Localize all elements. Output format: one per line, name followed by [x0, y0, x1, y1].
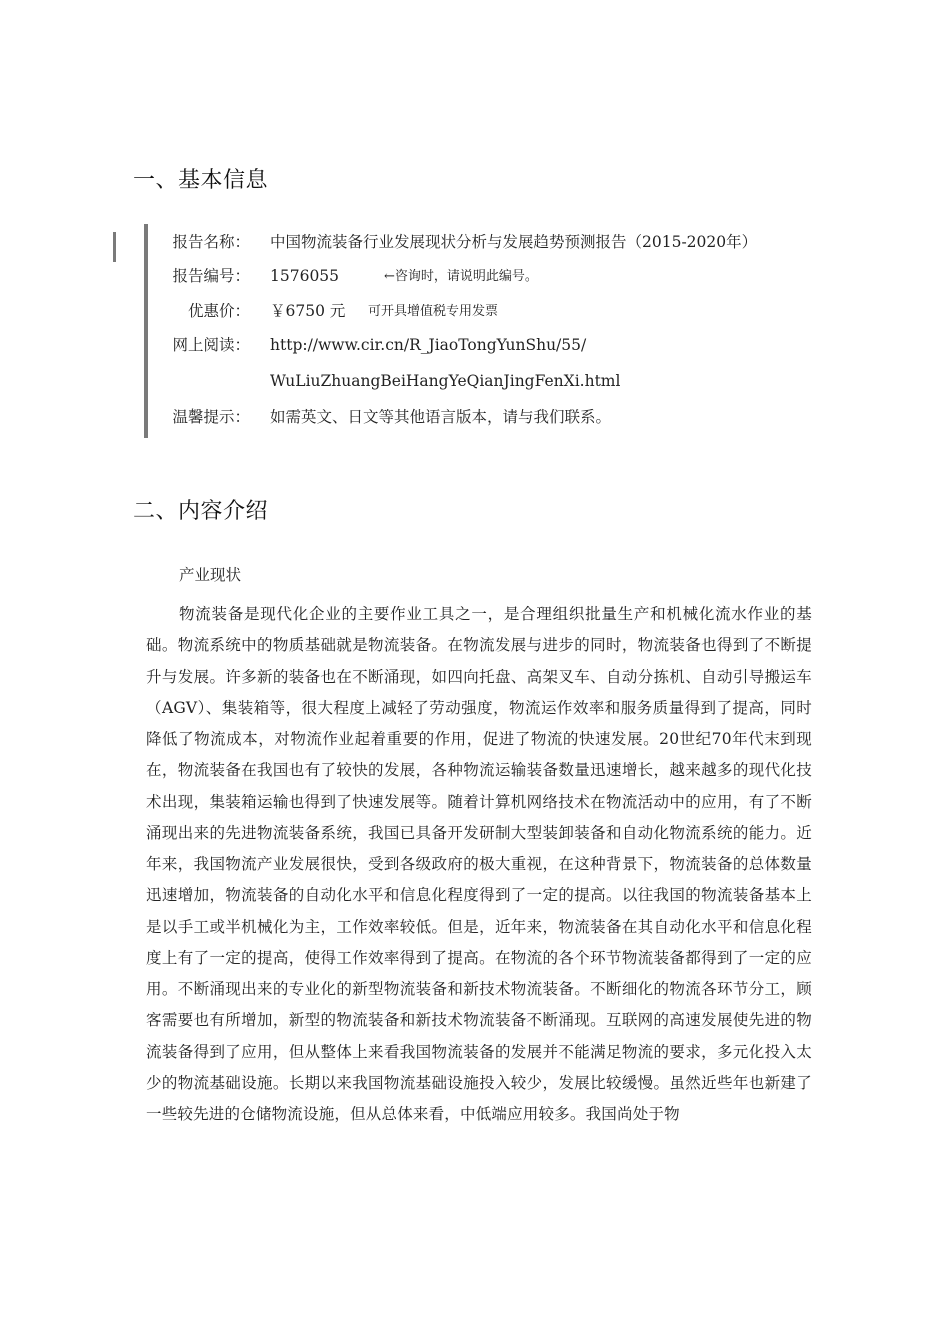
report-number-label: 报告编号：: [172, 267, 250, 285]
price-label: 优惠价：: [187, 302, 250, 320]
tip-value: 如需英文、日文等其他语言版本，请与我们联系。: [270, 408, 612, 426]
section-content-intro-title: 二、内容介绍: [133, 499, 269, 524]
invoice-note: 可开具增值税专用发票: [368, 304, 499, 319]
report-number-value: 1576055: [270, 267, 340, 285]
section-basic-info-title: 一、基本信息: [133, 168, 269, 193]
report-name-label: 报告名称：: [172, 233, 250, 251]
subheading-industry-status: 产业现状: [179, 566, 242, 584]
price-value: ￥6750 元: [270, 302, 346, 320]
body-paragraph: 物流装备是现代化企业的主要作业工具之一，是合理组织批量生产和机械化流水作业的基础。物流系统中的物质基础就是物流装备。在物流发展与进步的同时，物流装备也得到了不断提升与发展。许多新的装备也在不断涌现，如四向托盘、高架叉车、自动分拣机、自动引导搬运车（AGV）、集装箱等，很大程度上减轻了劳动强度，物流运作效率和服务质量得到了提高，同时降低了物流成本，对物流作业起着重要的作用，促进了物流的快速发展。20世纪70年代末到现在，物流装备在我国也有了较快的发展，各种物流运输装备数量迅速增长，越来越多的现代化技术出现，集装箱运输也得到了快速发展等。随着计算机网络技术在物流活动中的应用，有了不断涌现出来的先进物流装备系统，我国已具备开发研制大型装卸装备和自动化物流系统的能力。近年来，我国物流产业发展很快，受到各级政府的极大重视，在这种背景下，物流装备的总体数量迅速增加，物流装备的自动化水平和信息化程度得到了一定的提高。以往我国的物流装备基本上是以手工或半机械化为主，工作效率较低。但是，近年来，物流装备在其自动化水平和信息化程度上有了一定的提高，使得工作效率得到了提高。在物流的各个环节物流装备都得到了一定的应用。不断涌现出来的专业化的新型物流装备和新技术物流装备。不断细化的物流各环节分工，顾客需要也有所增加，新型的物流装备和新技术物流装备不断涌现。互联网的高速发展使先进的物流装备得到了应用，但从整体上来看我国物流装备的发展并不能满足物流的要求，多元化投入太少的物流基础设施。长期以来我国物流基础设施投入较少，发展比较缓慢。虽然近些年也新建了一些较先进的仓储物流设施，但从总体来看，中低端应用较多。我国尚处于物: [146, 605, 812, 1123]
online-url-line1[interactable]: http://www.cir.cn/R_JiaoTongYunShu/55/: [270, 336, 587, 354]
value-marker-bar: [113, 232, 116, 262]
report-name-value: 中国物流装备行业发展现状分析与发展趋势预测报告（2015-2020年）: [270, 233, 758, 251]
report-number-note: ←咨询时，请说明此编号。: [384, 269, 538, 284]
online-url-line2[interactable]: WuLiuZhuangBeiHangYeQianJingFenXi.html: [270, 372, 621, 390]
online-label: 网上阅读：: [172, 336, 250, 354]
basic-info-block: [144, 224, 828, 438]
tip-label: 温馨提示：: [172, 408, 250, 426]
